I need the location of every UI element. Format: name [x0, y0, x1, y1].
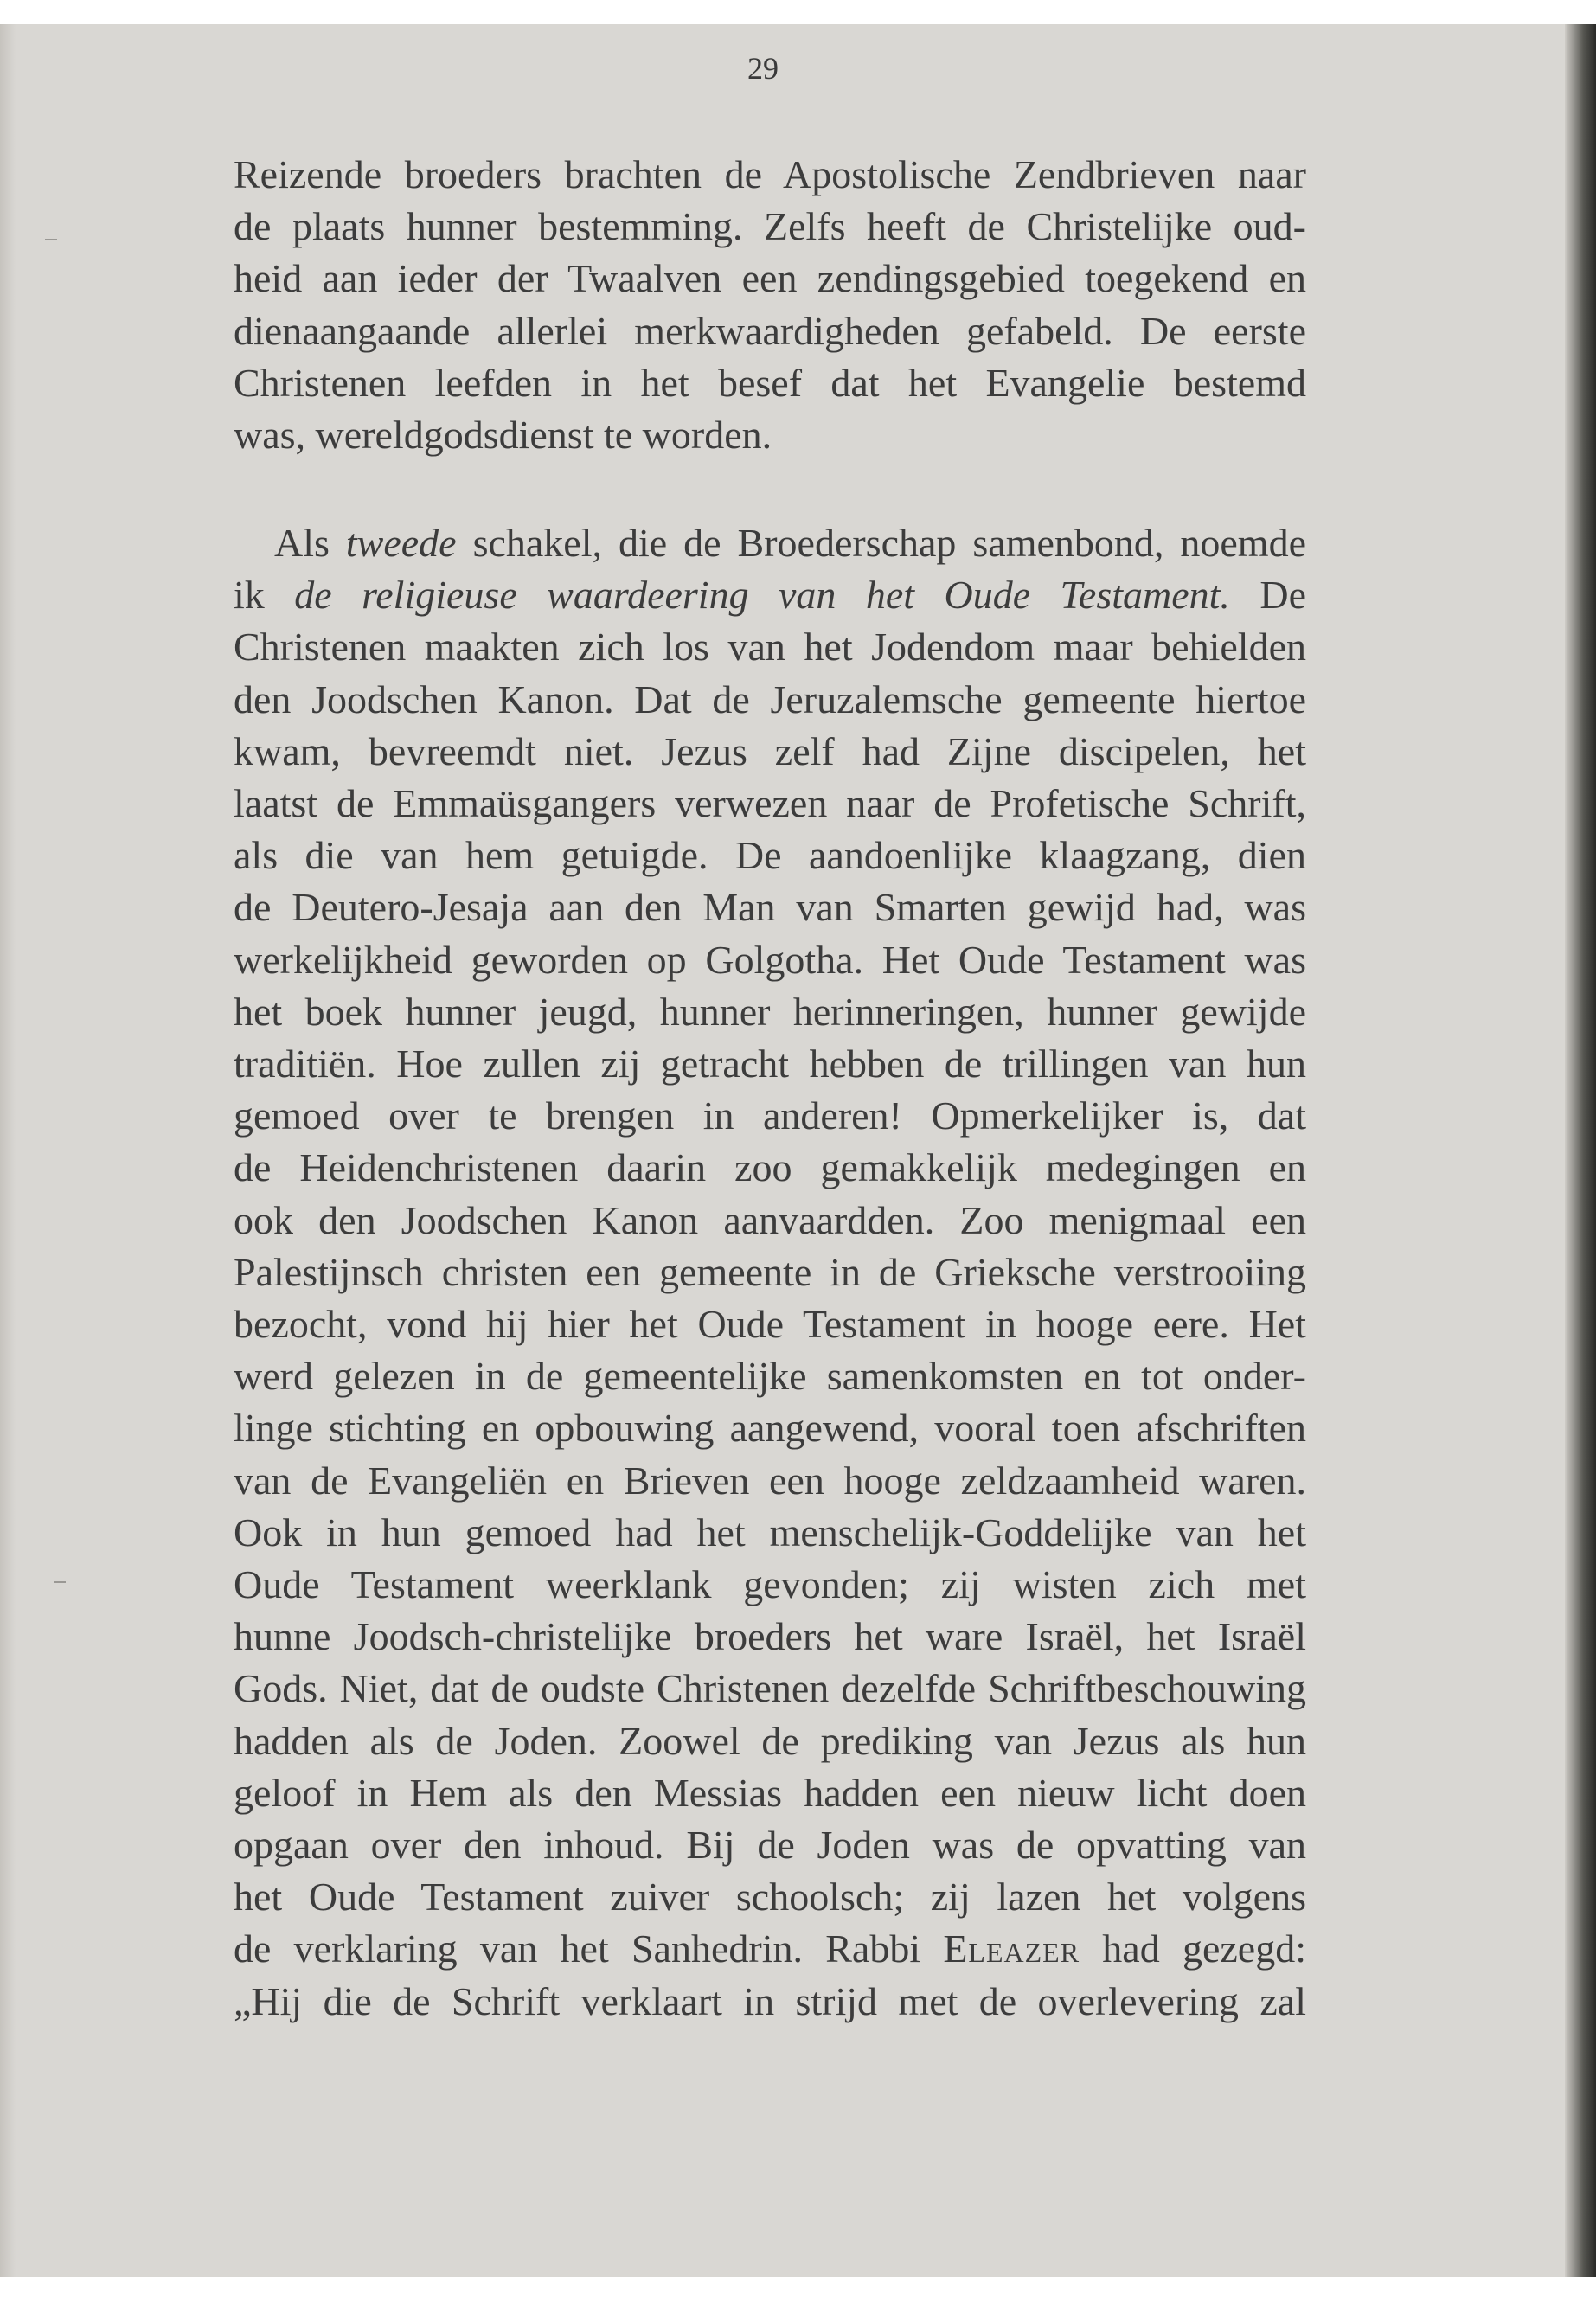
text-line: gemoed over te brengen in anderen! Opmerkelijker is, dat [234, 1093, 1306, 1138]
text-line: den Joodschen Kanon. Dat de Jeruzalemsche gemeente hiertoe [234, 676, 1306, 721]
text-line: de Deutero-Jesaja aan den Man van Smarten gewijd had, was [234, 885, 1306, 930]
page-number: 29 [747, 51, 779, 86]
italic-emphasis: de religieuse waardeering van het Oude Testament. [294, 573, 1230, 618]
small-caps-name: Eleazer [943, 1926, 1080, 1971]
text-line: Christenen maakten zich los van het Jodendom maar behielden [234, 625, 1306, 670]
text-line: Gods. Niet, dat de oudste Christenen dezelfde Schriftbeschouwing [234, 1666, 1306, 1711]
text-line: als die van hem getuigde. De aandoenlijke klaagzang, dien [234, 833, 1306, 878]
text-line: traditiën. Hoe zullen zij getracht hebben de trillingen van hun [234, 1042, 1306, 1086]
text-line: Reizende broeders brachten de Apostolische Zendbrieven naar [234, 152, 1306, 196]
text-run: schakel, die de Broederschap samenbond, noemde [456, 521, 1306, 565]
text-line [234, 517, 1306, 569]
text-line: werd gelezen in de gemeentelijke samenkomsten en tot onder- [234, 1354, 1306, 1399]
text-line: heid aan ieder der Twaalven een zendingsgebied toegekend en [234, 256, 1306, 301]
text-line: hunne Joodsch-christelijke broeders het ware Israël, het Israël [234, 1614, 1306, 1659]
text-run: Als [274, 521, 346, 565]
text-line: ook den Joodschen Kanon aanvaardden. Zoo menigmaal een [234, 1197, 1306, 1242]
text-line: dienaangaande allerlei merkwaardigheden gefabeld. De eerste [234, 308, 1306, 353]
text-run: De [1229, 573, 1307, 618]
page-binding-shadow [1565, 24, 1596, 2277]
text-line [234, 1923, 1306, 1975]
text-line: Christenen leefden in het besef dat het Evangelie bestemd [234, 360, 1306, 405]
paragraph-1 [234, 149, 1306, 461]
text-line: van de Evangeliën en Brieven een hooge zeldzaamheid waren. [234, 1458, 1306, 1503]
text-line [234, 569, 1306, 621]
text-line: de plaats hunner bestemming. Zelfs heeft de Christelijke oud- [234, 204, 1306, 249]
text-line: hadden als de Joden. Zoowel de prediking van Jezus als hun [234, 1718, 1306, 1763]
text-line: het boek hunner jeugd, hunner herinneringen, hunner gewijde [234, 989, 1306, 1034]
text-line: Oude Testament weerklank gevonden; zij wisten zich met [234, 1562, 1306, 1607]
text-line: „Hij die de Schrift verklaart in strijd met de overlevering zal [234, 1978, 1306, 2023]
text-line: werkelijkheid geworden op Golgotha. Het Oude Testament was [234, 937, 1306, 982]
text-run: de verklaring van het Sanhedrin. Rabbi [234, 1926, 944, 1971]
text-line: Palestijnsch christen een gemeente in de Grieksche verstrooiing [234, 1249, 1306, 1294]
text-line: kwam, bevreemdt niet. Jezus zelf had Zijne discipelen, het [234, 728, 1306, 773]
text-line: het Oude Testament zuiver schoolsch; zij lazen het volgens [234, 1875, 1306, 1920]
text-run: had gezegd: [1080, 1926, 1306, 1971]
text-line: linge stichting en opbouwing aangewend, vooral toen afschriften [234, 1406, 1306, 1451]
italic-emphasis: tweede [345, 521, 457, 565]
margin-mark [45, 239, 57, 240]
text-line: de Heidenchristenen daarin zoo gemakkelijk medegingen en [234, 1145, 1306, 1190]
text-line: Ook in hun gemoed had het menschelijk-Goddelijke van het [234, 1509, 1306, 1554]
text-line: laatst de Emmaüsgangers verwezen naar de Profetische Schrift, [234, 781, 1306, 826]
text-run: ik [234, 573, 295, 618]
paragraph-2 [234, 517, 1306, 2028]
text-line: bezocht, vond hij hier het Oude Testament in hooge eere. Het [234, 1302, 1306, 1347]
page-left-shadow [0, 24, 16, 2277]
margin-mark [54, 1581, 66, 1583]
text-line: opgaan over den inhoud. Bij de Joden was de opvatting van [234, 1823, 1306, 1868]
text-line: was, wereldgodsdienst te worden. [234, 413, 772, 458]
text-line: geloof in Hem als den Messias hadden een nieuw licht doen [234, 1770, 1306, 1815]
